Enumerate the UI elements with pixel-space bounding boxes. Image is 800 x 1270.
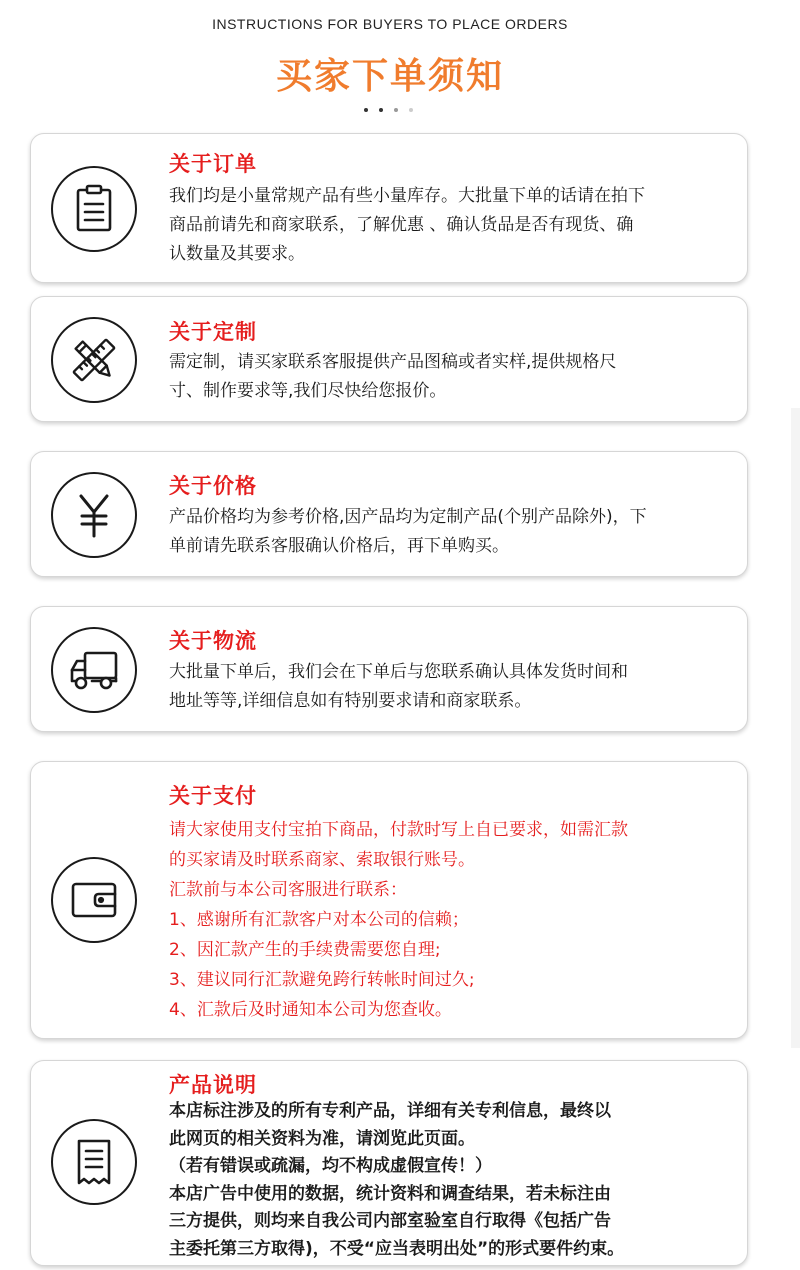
body-line: 请大家使用支付宝拍下商品，付款时写上自已要求，如需汇款 <box>169 820 628 840</box>
section-title: 关于定制 <box>169 320 257 344</box>
clipboard-icon <box>51 166 137 252</box>
section-logistics-card <box>30 606 748 732</box>
body-line: 地址等等,详细信息如有特别要求请和商家联系。 <box>169 691 532 711</box>
dot-indicator <box>379 108 383 112</box>
body-line: 单前请先联系客服确认价格后，再下单购买。 <box>169 536 509 556</box>
body-line: 主委托第三方取得)，不受“应当表明出处”的形式要件约束。 <box>169 1238 625 1259</box>
body-line: 产品价格均为参考价格,因产品均为定制产品(个别产品除外)，下 <box>169 507 647 527</box>
section-order-card <box>30 133 748 283</box>
body-line: 2、因汇款产生的手续费需要您自理; <box>169 940 441 960</box>
body-line: 3、建议同行汇款避免跨行转帐时间过久; <box>169 970 475 990</box>
section-title: 关于物流 <box>169 629 257 653</box>
scroll-edge <box>791 408 800 1048</box>
section-title: 关于价格 <box>169 474 257 498</box>
section-body <box>169 182 731 269</box>
page-subtitle: INSTRUCTIONS FOR BUYERS TO PLACE ORDERS <box>212 16 568 32</box>
body-line: 我们均是小量常规产品有些小量库存。大批量下单的话请在拍下 <box>169 186 645 206</box>
yuan-icon <box>51 472 137 558</box>
body-line: 认数量及其要求。 <box>169 244 305 264</box>
section-body <box>169 658 731 716</box>
dot-indicator <box>364 108 368 112</box>
truck-icon <box>51 627 137 713</box>
section-payment-card <box>30 761 748 1039</box>
page-title: 买家下单须知 <box>275 56 504 97</box>
section-body <box>169 503 731 561</box>
body-line: 1、感谢所有汇款客户对本公司的信赖； <box>169 910 469 930</box>
section-body <box>169 1098 731 1263</box>
body-line: 寸、制作要求等,我们尽快给您报价。 <box>169 381 447 401</box>
pencil-ruler-icon <box>51 317 137 403</box>
section-title: 产品说明 <box>169 1073 257 1097</box>
body-line: 4、汇款后及时通知本公司为您查收。 <box>169 1000 452 1020</box>
body-line: 此网页的相关资料为准，请浏览此页面。 <box>169 1128 475 1149</box>
wallet-icon <box>51 857 137 943</box>
dot-indicator <box>409 108 413 112</box>
body-line: 本店标注涉及的所有专利产品，详细有关专利信息，最终以 <box>169 1101 611 1121</box>
section-product-card <box>30 1060 748 1266</box>
body-line: 的买家请及时联系商家、索取银行账号。 <box>169 850 475 870</box>
body-line: 大批量下单后，我们会在下单后与您联系确认具体发货时间和 <box>169 662 628 682</box>
body-line: 汇款前与本公司客服进行联系： <box>169 880 407 900</box>
body-line: 三方提供，则均来自我公司内部室验室自行取得《包括广告 <box>169 1211 611 1231</box>
section-body <box>169 815 731 1025</box>
body-line: （若有错误或疏漏，均不构成虚假宣传！） <box>169 1156 492 1176</box>
receipt-icon <box>51 1119 137 1205</box>
body-line: 本店广告中使用的数据，统计资料和调查结果，若未标注由 <box>169 1183 611 1204</box>
section-custom-card <box>30 296 748 422</box>
section-body <box>169 348 731 406</box>
section-price-card <box>30 451 748 577</box>
dot-indicator <box>394 108 398 112</box>
body-line: 需定制，请买家联系客服提供产品图稿或者实样,提供规格尺 <box>169 352 617 372</box>
body-line: 商品前请先和商家联系，了解优惠 、确认货品是否有现货、确 <box>169 215 634 235</box>
carousel-dots <box>364 108 413 112</box>
section-title: 关于支付 <box>169 784 257 808</box>
section-title: 关于订单 <box>169 152 257 176</box>
